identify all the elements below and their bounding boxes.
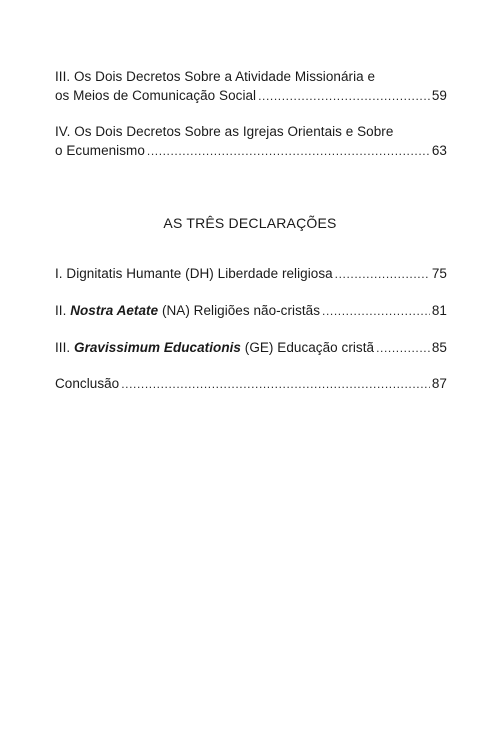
document-title-italic: Nostra Aetate [70,303,159,318]
toc-entry-line [55,67,447,86]
toc-page-number: 63 [431,143,447,158]
toc-entry-dignitatis [55,264,447,284]
toc-entry-line [55,264,447,284]
toc-entry-title-line2: o Ecumenismo [55,143,145,158]
document-title-italic: Gravissimum Educationis [74,340,241,355]
toc-entry-title [55,301,320,320]
toc-entry-conclusion [55,374,447,394]
toc-entry-line [55,141,447,161]
toc-entry-numeral: II. [55,303,71,318]
toc-page-number: 87 [431,376,447,391]
toc-entry-title-line2: os Meios de Comunicação Social [55,88,257,103]
dot-leader [258,87,430,106]
toc-page-number: 75 [431,266,447,281]
toc-entry-title-line1: III. Os Dois Decretos Sobre a Atividade Missionária e [55,69,376,84]
toc-entry-line [55,122,447,141]
toc-entry-numeral: III. [55,340,75,355]
toc-entry-line [55,338,447,358]
section-heading: AS TRÊS DECLARAÇÕES [163,215,337,231]
toc-entry-title-line1: IV. Os Dois Decretos Sobre as Igrejas Orientais e Sobre [55,124,394,139]
toc-page-number: 81 [431,303,447,318]
dot-leader [147,142,430,161]
toc-entry-gravissimum [55,338,447,358]
toc-entry-subtitle: (GE) Educação cristã [240,340,375,355]
toc-page-number: 85 [431,340,447,355]
toc-entry-title [55,338,374,357]
toc-entry-decrees-oriental [55,122,447,161]
toc-entry-title: Conclusão [55,376,120,391]
dot-leader [335,265,430,284]
toc-entry-line [55,374,447,394]
toc-page-number: 59 [431,88,447,103]
dot-leader [121,375,430,394]
toc-entry-subtitle: (NA) Religiões não-cristãs [158,303,321,318]
toc-entry-title: I. Dignitatis Humante (DH) Liberdade religiosa [55,266,333,281]
toc-entry-line [55,301,447,321]
toc-entry-line [55,86,447,106]
dot-leader [322,302,430,321]
toc-entry-decrees-missionary [55,67,447,106]
dot-leader [376,339,430,358]
toc-entry-nostra-aetate [55,301,447,321]
